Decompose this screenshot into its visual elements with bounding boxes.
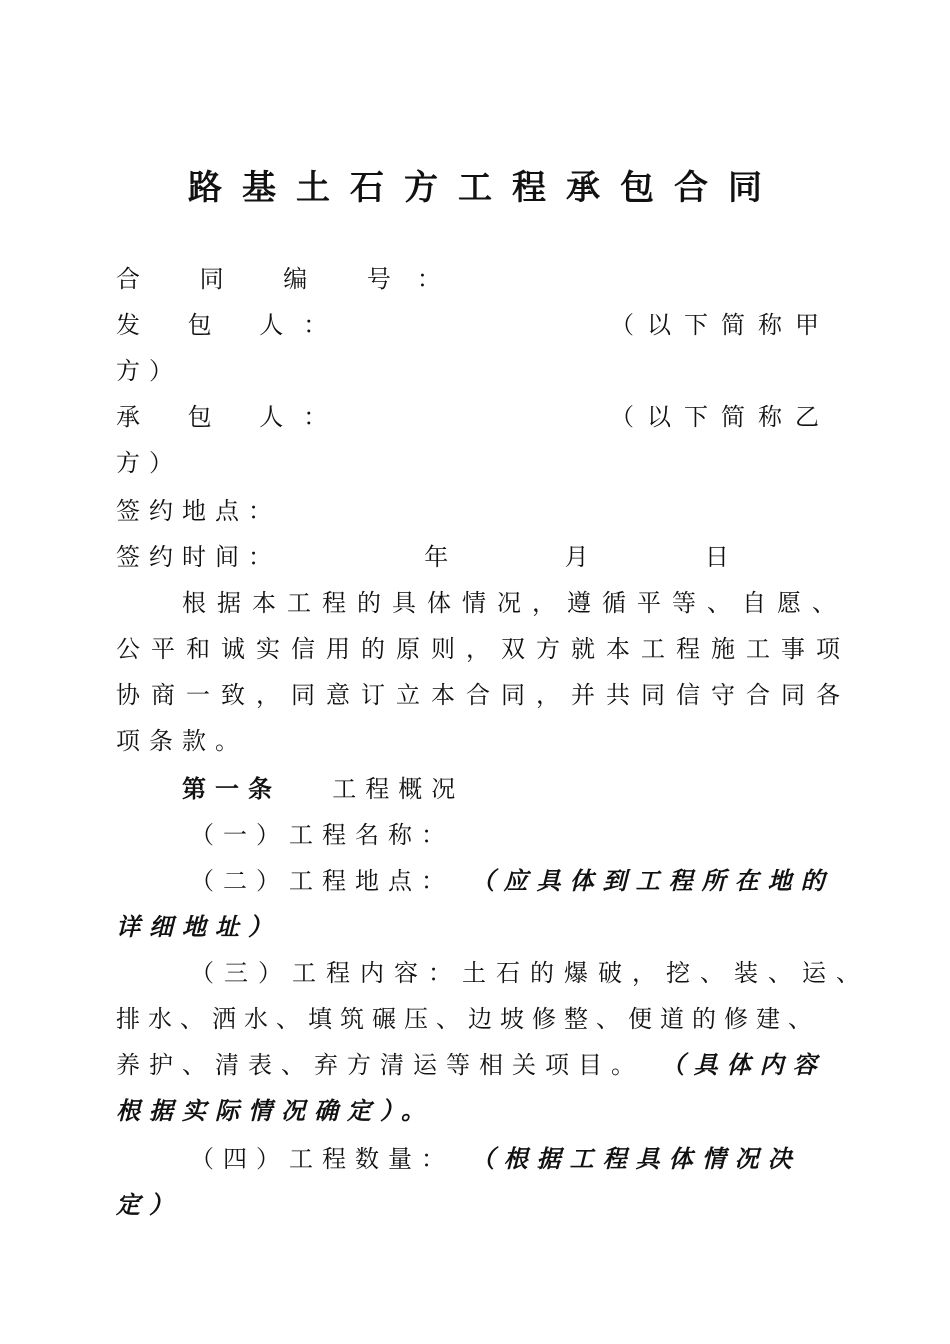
article-1-heading-line bbox=[182, 766, 832, 812]
item-4-note: （根据工程具体情况决 bbox=[470, 1144, 801, 1173]
party-a-note-end: 方） bbox=[116, 357, 182, 385]
sign-place-line: 签约地点： bbox=[116, 497, 281, 525]
item-3-line-3 bbox=[116, 1042, 832, 1088]
article-1-title: 工程概况 bbox=[332, 775, 465, 803]
item-3-note: （具体内容 bbox=[660, 1050, 826, 1079]
item-4-label: （四）工程数量： bbox=[190, 1145, 454, 1173]
item-4-line bbox=[190, 1136, 832, 1182]
month-label: 月 bbox=[564, 543, 598, 571]
preamble-line-2: 公平和诚实信用的原则，双方就本工程施工事项 bbox=[116, 635, 851, 663]
item-2-line bbox=[190, 858, 832, 904]
article-1-heading: 第一条 bbox=[182, 774, 281, 803]
preamble-line-1: 根据本工程的具体情况，遵循平等、自愿、 bbox=[182, 589, 847, 617]
day-label: 日 bbox=[704, 543, 738, 571]
item-4-note-cont: 定） bbox=[116, 1190, 182, 1219]
item-3-line-2: 排水、洒水、填筑碾压、边坡修整、便道的修建、 bbox=[116, 1005, 820, 1033]
contract-number-label: 合 同 编 号： bbox=[116, 265, 467, 293]
item-3-line-1: （三）工程内容：土石的爆破，挖、装、运、 bbox=[190, 959, 870, 987]
party-b-note: （以下简称乙 bbox=[610, 403, 832, 431]
preamble-line-4: 项条款。 bbox=[116, 727, 248, 755]
item-3-note-cont: 根据实际情况确定）。 bbox=[116, 1096, 434, 1125]
party-b-line bbox=[116, 394, 832, 440]
document-title: 路基土石方工程承包合同 bbox=[188, 168, 782, 208]
year-label: 年 bbox=[424, 543, 458, 571]
item-3-text: 养护、清表、弃方清运等相关项目。 bbox=[116, 1051, 644, 1079]
item-2-label: （二）工程地点： bbox=[190, 867, 454, 895]
sign-time-label: 签约时间： bbox=[116, 543, 281, 571]
party-b-note-end: 方） bbox=[116, 449, 182, 477]
sign-time-line bbox=[116, 534, 832, 580]
preamble-line-3: 协商一致，同意订立本合同，并共同信守合同各 bbox=[116, 681, 851, 709]
party-a-label: 发 包 人： bbox=[116, 311, 348, 339]
item-2-note-cont: 详细地址） bbox=[116, 912, 281, 941]
party-a-line bbox=[116, 302, 832, 348]
party-b-label: 承 包 人： bbox=[116, 403, 348, 431]
party-a-note: （以下简称甲 bbox=[610, 311, 832, 339]
item-1-line: （一）工程名称： bbox=[190, 821, 454, 849]
contract-number-line bbox=[116, 256, 832, 302]
item-2-note: （应具体到工程所在地的 bbox=[470, 866, 834, 895]
